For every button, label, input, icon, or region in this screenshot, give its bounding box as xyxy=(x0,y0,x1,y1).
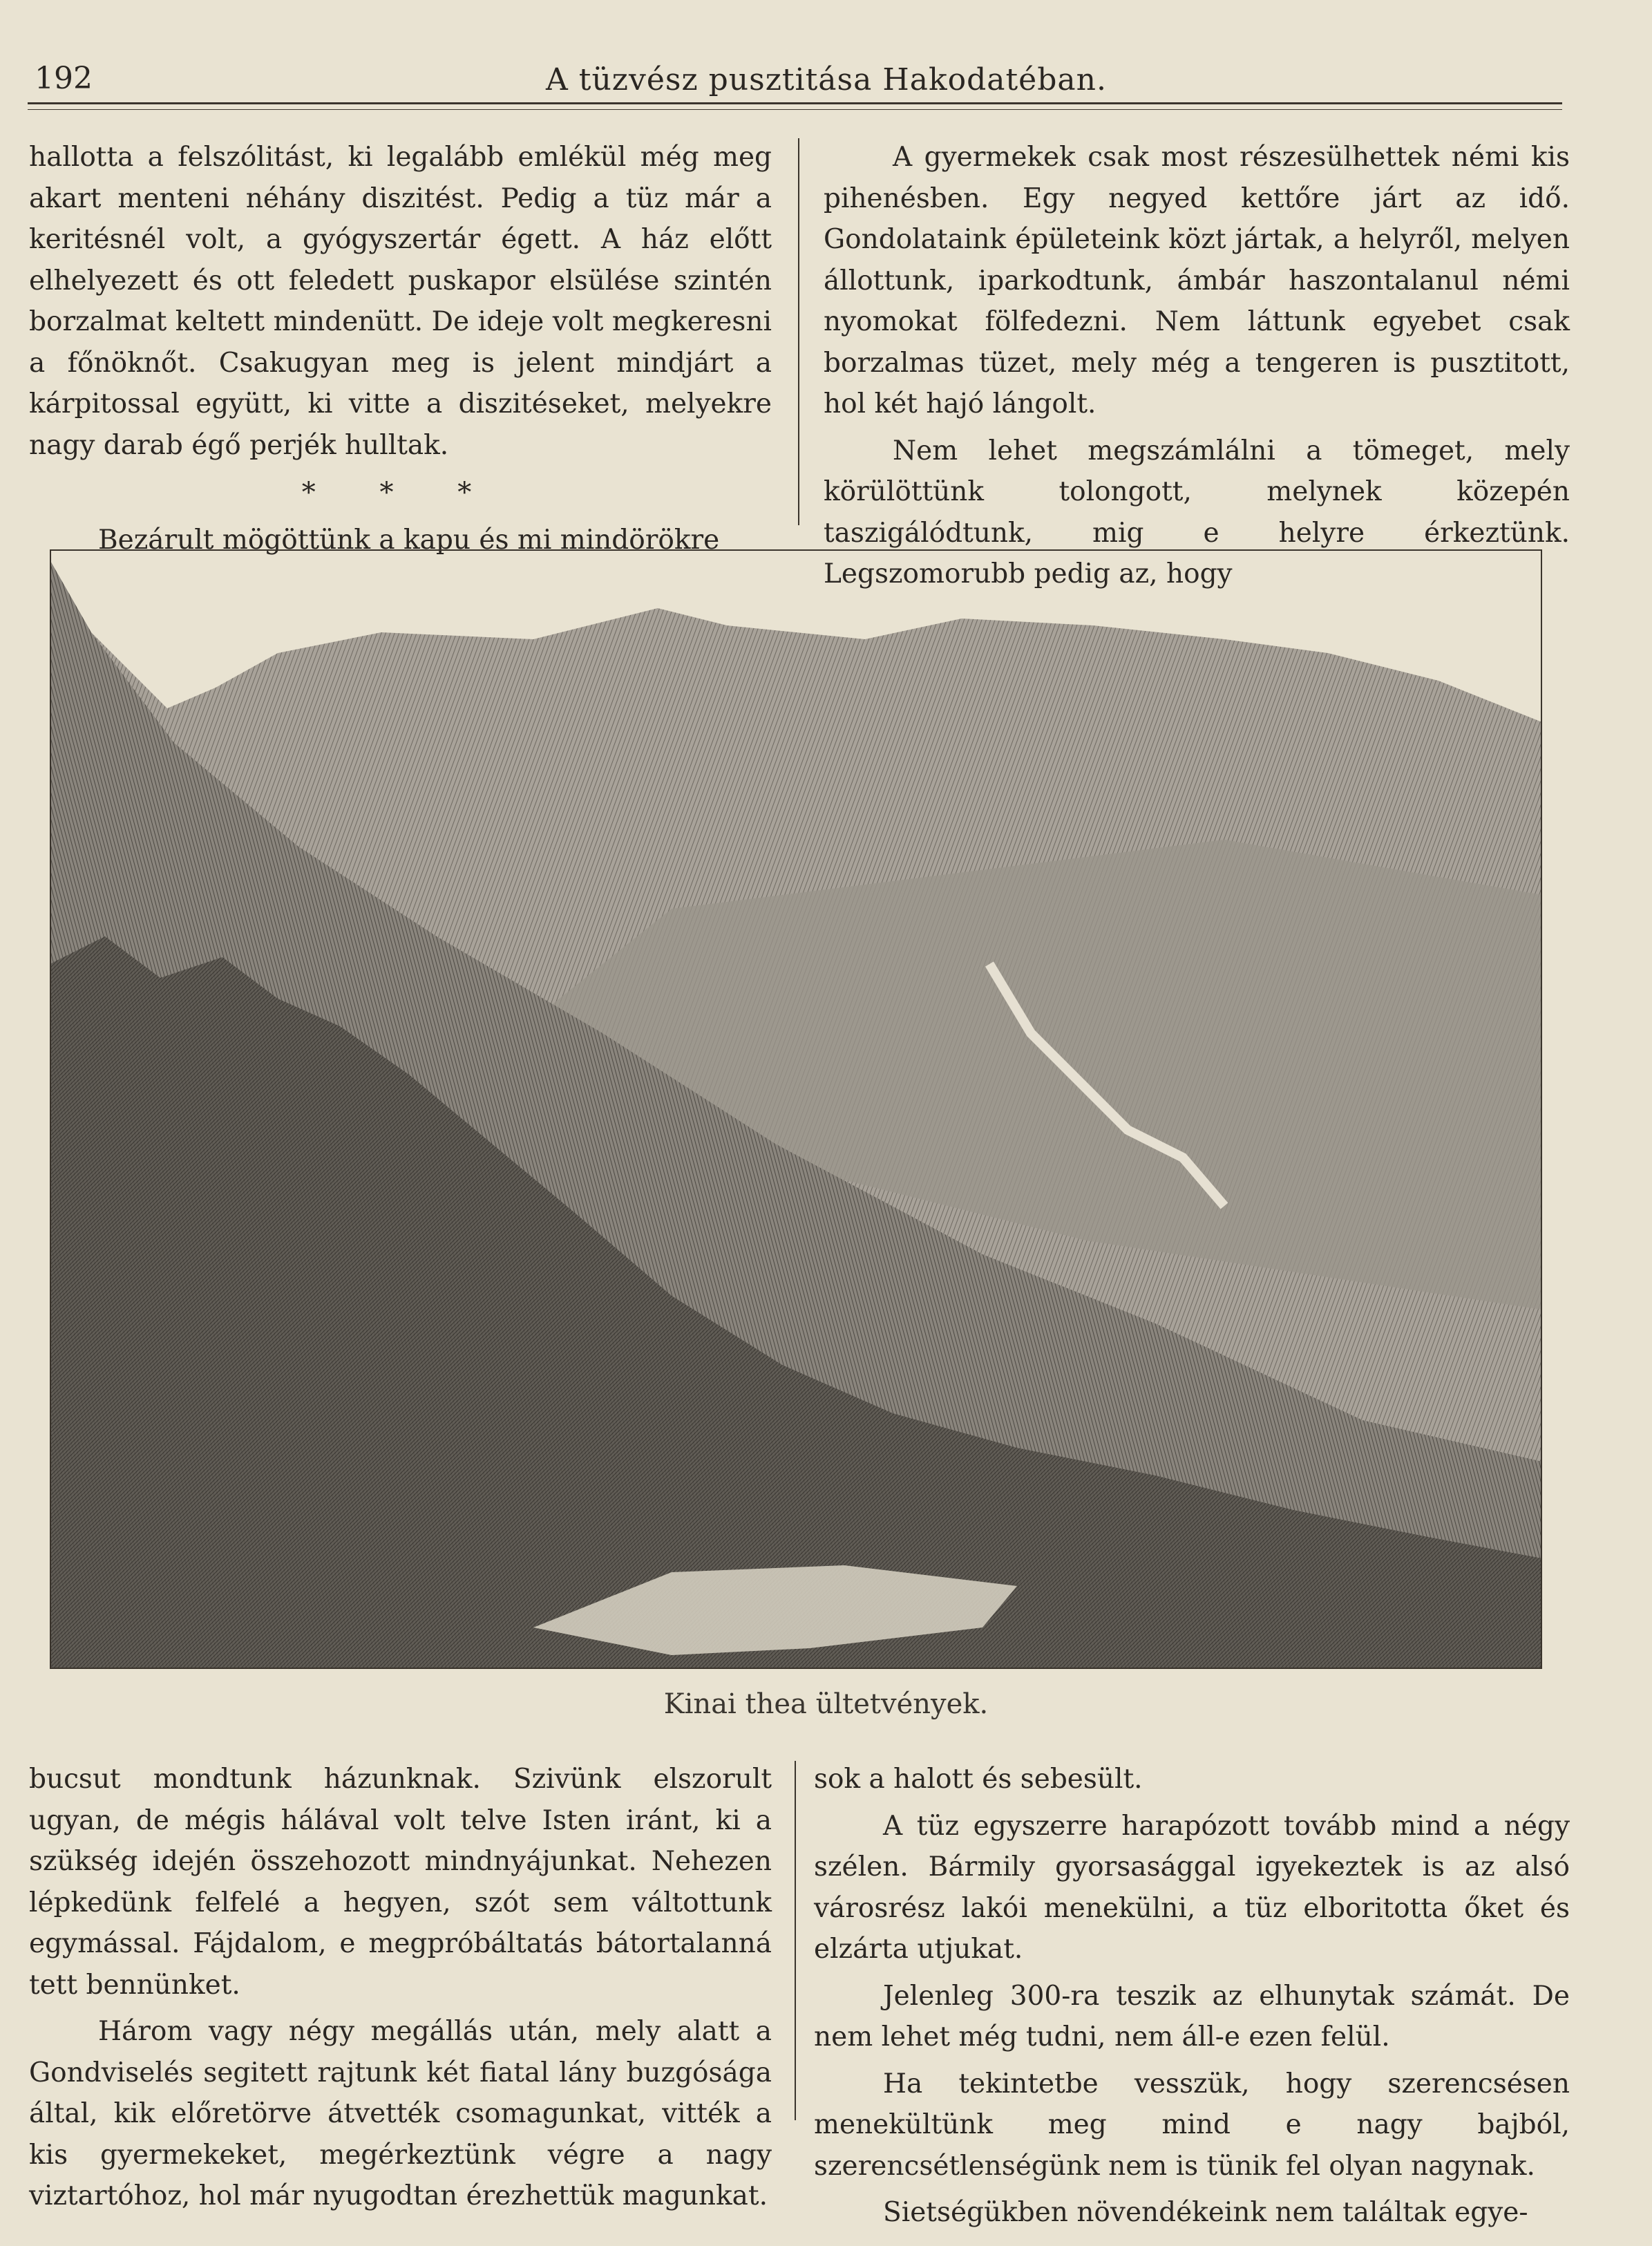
engraving-illustration xyxy=(50,549,1542,1669)
paragraph: Három vagy négy megállás után, mely alatt a Gondviselés segitett rajtunk két fiatal lány buzgósága által, kik előretörve átvették csomagunkat, vitték a kis gyermekeket, megérkeztünk végre a nagy viztartóhoz, hol már nyugodtan érezhettük magunkat. xyxy=(29,2016,772,2211)
paragraph: A gyermekek csak most részesülhettek némi kis pihenésben. Egy negyed kettőre járt az idő. Gondolataink épületeink közt jártak, a helyről, melyen állottunk, iparkodtunk, ámbár haszontalanul némi nyomokat fölfedezni. Nem láttunk egyebet csak borzalmas tüzet, mely még a tengeren is pusztitott, hol két hajó lángolt. xyxy=(824,142,1570,419)
paragraph: Nem lehet megszámlálni a tömeget, mely körülöttünk tolongott, melynek közepén taszigálódtunk, mig e helyre érkeztünk. Legszomorubb pedig az, hogy xyxy=(824,435,1570,589)
paragraph: hallotta a felszólitást, ki legalább emlékül még meg akart menteni néhány diszitést. Pedig a tüz már a keritésnél volt, a gyógyszertár égett. A ház előtt elhelyezett és ott feledett puskapor elsülése szintén borzalmat keltett mindenütt. De ideje volt megkeresni a főnöknőt. Csakugyan meg is jelent mindjárt a kárpitossal együtt, ki vitte a diszitéseket, melyekre nagy darab égő perjék hulltak. xyxy=(29,142,772,461)
running-head: A tüzvész pusztitása Hakodatéban. xyxy=(546,62,1107,97)
column-divider-top xyxy=(798,138,799,525)
paragraph: A tüz egyszerre harapózott tovább mind a négy szélen. Bármily gyorsasággal igyekeztek is az alsó városrész lakói menekülni, a tüz elboritotta őket és elzárta utjukat. xyxy=(814,1810,1570,1965)
header-rule-thin xyxy=(28,109,1562,110)
paragraph: bucsut mondtunk házunknak. Szivünk elszorult ugyan, de mégis hálával volt telve Isten iránt, ki a szükség idején összehozott mindnyájunkat. Nehezen lépkedünk felfelé a hegyen, szót sem váltottunk egymással. Fájdalom, e megpróbáltatás bátortalanná tett bennünket. xyxy=(29,1764,772,2001)
paragraph: sok a halott és sebesült. xyxy=(814,1764,1143,1795)
paragraph: Sietségükben növendékeink nem találtak egye- xyxy=(883,2197,1528,2228)
paragraph: Ha tekintetbe vesszük, hogy szerencsésen menekültünk meg mind e nagy bajból, szerencsétlenségünk nem is tünik fel olyan nagynak. xyxy=(814,2068,1570,2182)
column-top-right xyxy=(824,137,1570,595)
column-divider-bottom xyxy=(795,1761,796,2120)
paragraph: Bezárult mögöttünk a kapu és mi mindörökre xyxy=(98,524,720,556)
section-break-asterisks: * * * xyxy=(301,477,500,509)
column-bottom-right xyxy=(814,1759,1570,2234)
column-bottom-left xyxy=(29,1759,772,2217)
paragraph: Jelenleg 300-ra teszik az elhunytak számát. De nem lehet még tudni, nem áll-e ezen felül. xyxy=(814,1980,1570,2052)
column-top-left xyxy=(29,137,772,560)
header-rule xyxy=(28,102,1562,104)
figure-caption: Kinai thea ültetvények. xyxy=(663,1688,989,1720)
page-number: 192 xyxy=(35,61,93,96)
